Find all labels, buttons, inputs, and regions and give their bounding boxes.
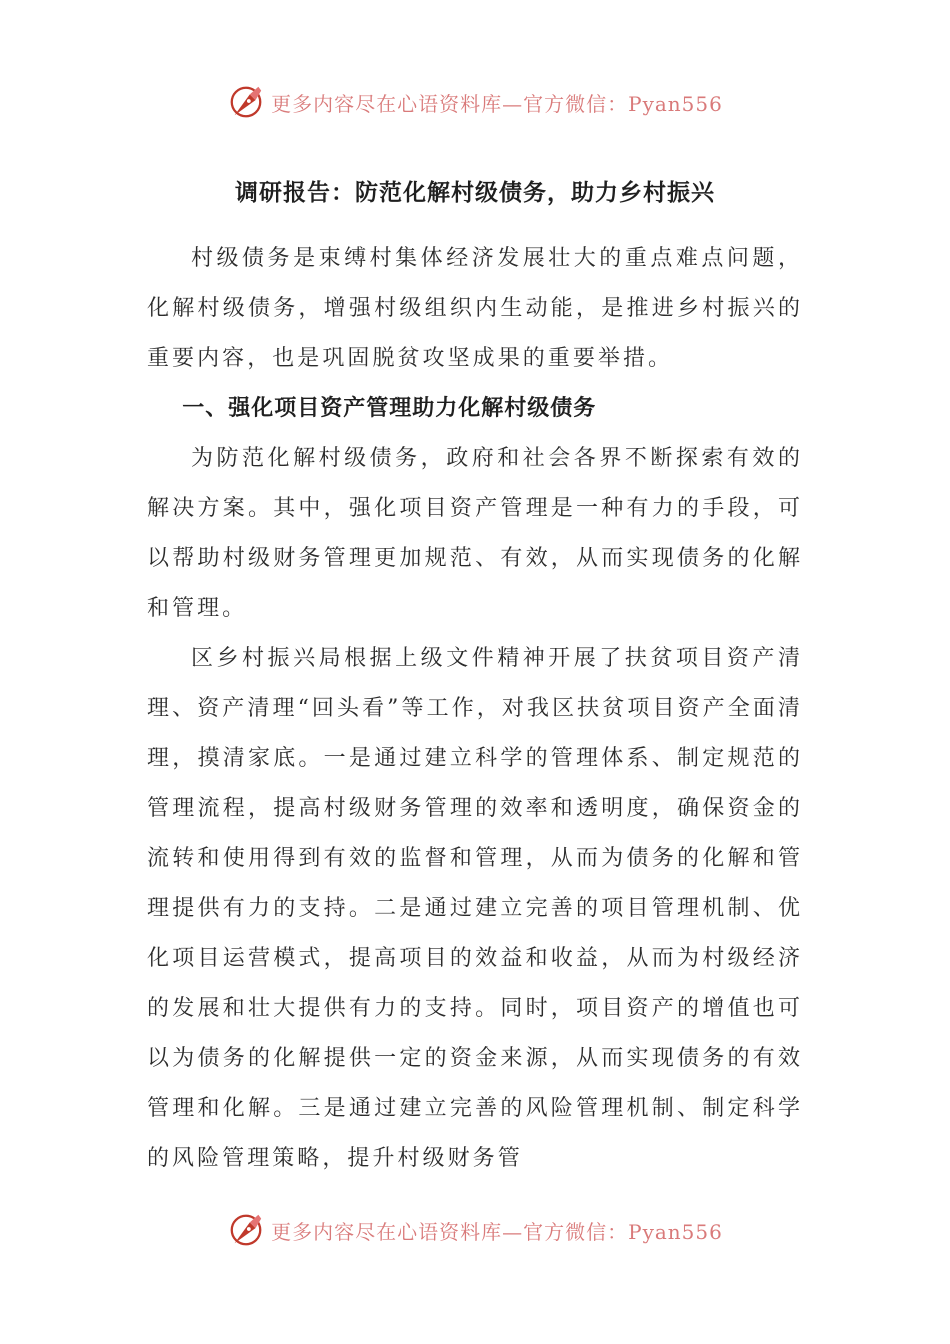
pen-nib-logo-icon	[227, 83, 265, 121]
footer-banner-text: 更多内容尽在心语资料库—官方微信：Pyan556	[271, 1219, 723, 1244]
section-paragraph-2: 区乡村振兴局根据上级文件精神开展了扶贫项目资产清理、资产清理“回头看”等工作，对我区扶贫项目资产全面清理，摸清家底。一是通过建立科学的管理体系、制定规范的管理流程，提高村级财务管理的效率和透明度，确保资金的流转和使用得到有效的监督和管理，从而为债务的化解和管理提供有力的支持。二是通过建立完善的项目管理机制、优化项目运营模式，提高项目的效益和收益，从而为村级经济的发展和壮大提供有力的支持。同时，项目资产的增值也可以为债务的化解提供一定的资金来源，从而实现债务的有效管理和化解。三是通过建立完善的风险管理机制、制定科学的风险管理策略，提升村级财务管	[147, 646, 803, 1171]
intro-paragraph: 村级债务是束缚村集体经济发展壮大的重点难点问题，化解村级债务，增强村级组织内生动能，是推进乡村振兴的重要内容，也是巩固脱贫攻坚成果的重要举措。	[147, 246, 803, 371]
footer-banner	[0, 1208, 950, 1252]
header-banner-text: 更多内容尽在心语资料库—官方微信：Pyan556	[271, 91, 723, 116]
pen-nib-logo-icon	[227, 1211, 265, 1249]
section-paragraph-1: 为防范化解村级债务，政府和社会各界不断探索有效的解决方案。其中，强化项目资产管理是一种有力的手段，可以帮助村级财务管理更加规范、有效，从而实现债务的化解和管理。	[147, 446, 803, 621]
document-body	[147, 234, 803, 1184]
page-title: 调研报告：防范化解村级债务，助力乡村振兴	[235, 180, 715, 206]
section-heading: 一、强化项目资产管理助力化解村级债务	[182, 396, 597, 421]
header-banner	[0, 80, 950, 124]
